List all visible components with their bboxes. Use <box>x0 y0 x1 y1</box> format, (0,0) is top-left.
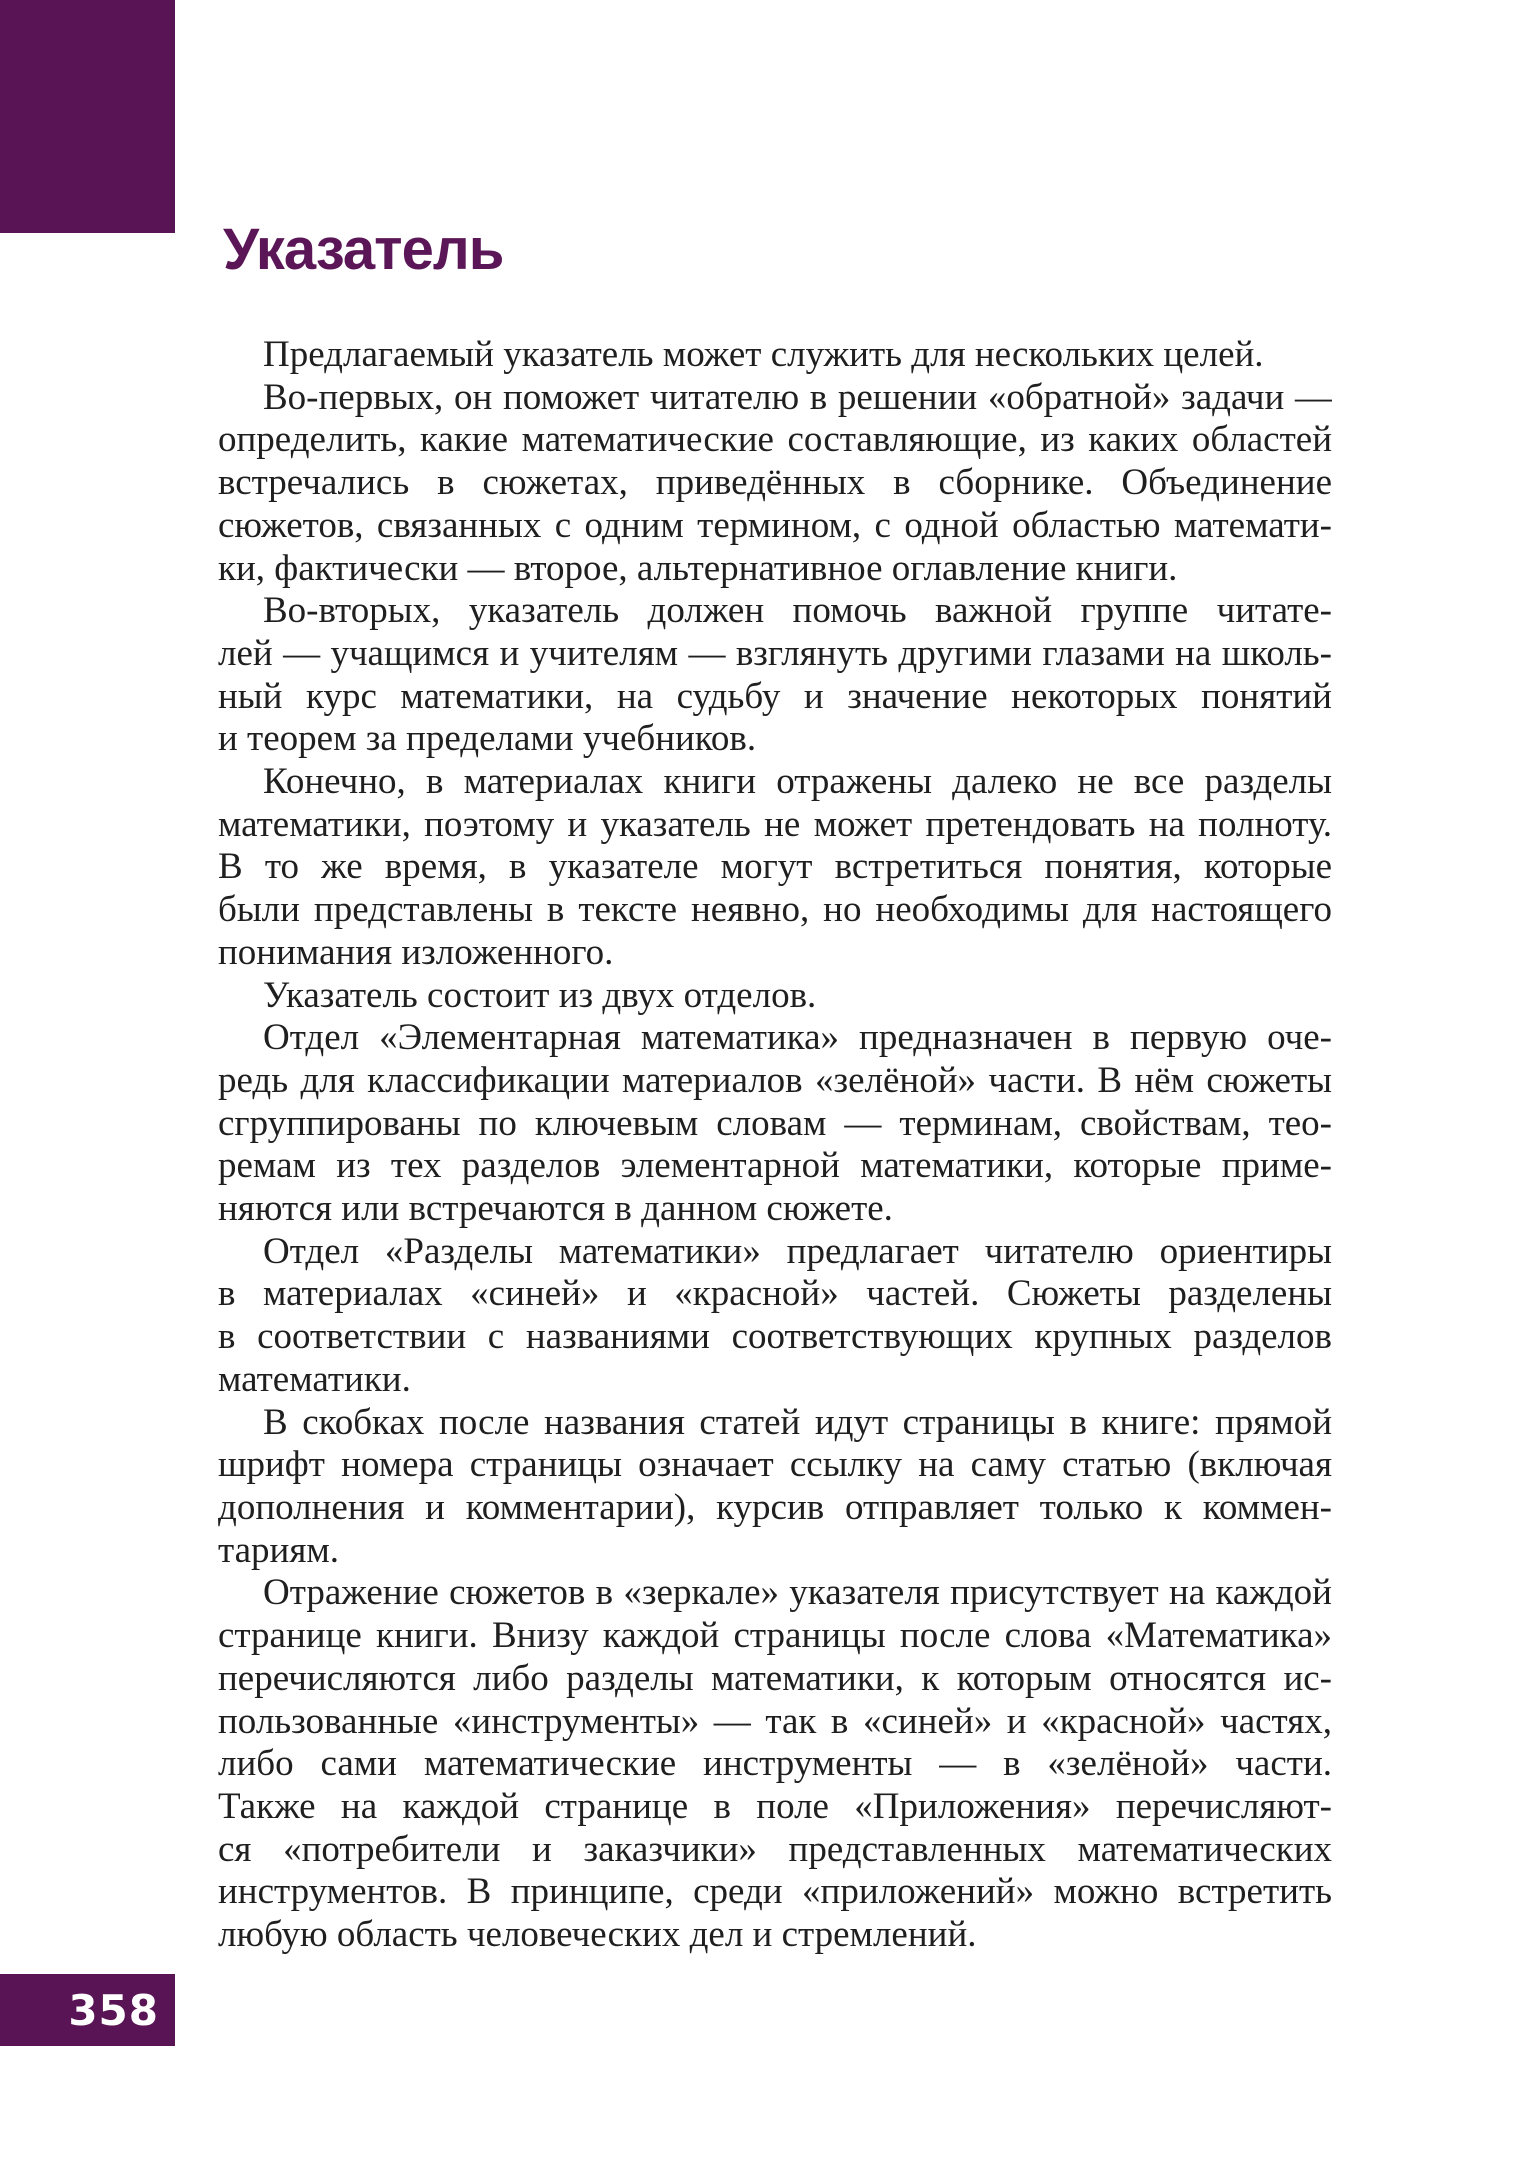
text-line: математики. <box>218 1358 411 1400</box>
paragraph <box>218 377 1332 591</box>
text-line: встречались в сюжетах, приведённых в сборнике. Объединение <box>218 462 1332 504</box>
paragraph <box>218 1402 1332 1573</box>
text-line: Предлагаемый указатель может служить для нескольких целей. <box>263 334 1264 375</box>
text-line: В скобках после названия статей идут страницы в книге: прямой <box>263 1401 1332 1443</box>
paragraph <box>218 334 1332 377</box>
paragraph <box>218 1231 1332 1402</box>
text-line: были представлены в тексте неявно, но необходимы для настоящего <box>218 889 1332 931</box>
text-line: ся «потребители и заказчики» представленных математических <box>218 1828 1332 1870</box>
text-line: няются или встречаются в данном сюжете. <box>218 1188 893 1230</box>
text-line: шрифт номера страницы означает ссылку на саму статью (включая <box>218 1444 1332 1486</box>
text-line: Во-вторых, указатель должен помочь важной группе читате- <box>263 590 1332 632</box>
text-line: В то же время, в указателе могут встретиться понятия, которые <box>218 846 1332 888</box>
text-line: определить, какие математические составляющие, из каких областей <box>218 419 1332 461</box>
text-line: сгруппированы по ключевым словам — терминам, свойствам, тео- <box>218 1102 1332 1144</box>
text-line: ный курс математики, на судьбу и значение некоторых понятий <box>218 675 1332 717</box>
text-line: ремам из тех разделов элементарной математики, которые приме- <box>218 1145 1332 1187</box>
paragraph <box>218 1572 1332 1956</box>
text-line: сюжетов, связанных с одним термином, с одной областью математи- <box>218 504 1332 546</box>
paragraph <box>218 975 1332 1018</box>
text-line: инструментов. В принципе, среди «приложений» можно встретить <box>218 1871 1332 1913</box>
text-line: любую область человеческих дел и стремлений. <box>218 1914 977 1956</box>
text-line: дополнения и комментарии), курсив отправляет только к коммен- <box>218 1486 1332 1528</box>
text-line: Указатель состоит из двух отделов. <box>263 974 817 1016</box>
text-line: Также на каждой странице в поле «Приложения» перечисляют- <box>218 1785 1332 1827</box>
text-line: лей — учащимся и учителям — взглянуть другими глазами на школь- <box>218 632 1332 674</box>
text-line: в материалах «синей» и «красной» частей. Сюжеты разделены <box>218 1273 1332 1315</box>
text-line: пользованные «инструменты» — так в «синей» и «красной» частях, <box>218 1700 1332 1742</box>
text-line: Отражение сюжетов в «зеркале» указателя присутствует на каждой <box>263 1572 1332 1614</box>
page-title: Указатель <box>223 216 504 282</box>
text-line: математики, поэтому и указатель не может претендовать на полноту. <box>218 803 1332 845</box>
page-number-block <box>0 1974 175 2046</box>
text-line: тариям. <box>218 1529 340 1571</box>
text-line: странице книги. Внизу каждой страницы после слова «Математика» <box>218 1615 1332 1657</box>
text-line: Конечно, в материалах книги отражены далеко не все разделы <box>263 761 1332 803</box>
text-line: Отдел «Разделы математики» предлагает читателю ориентиры <box>263 1230 1332 1272</box>
text-line: Во-первых, он поможет читателю в решении «обратной» задачи — <box>263 376 1332 418</box>
page-number: 358 <box>68 1985 159 2035</box>
text-line: в соответствии с названиями соответствующих крупных разделов <box>218 1316 1332 1358</box>
text-line: редь для классификации материалов «зелёной» части. В нём сюжеты <box>218 1059 1332 1101</box>
text-line: ки, фактически — второе, альтернативное оглавление книги. <box>218 547 1178 589</box>
corner-accent-block <box>0 0 175 233</box>
paragraph <box>218 590 1332 761</box>
text-line: перечисляются либо разделы математики, к которым относятся ис- <box>218 1657 1332 1699</box>
text-line: и теорем за пределами учебников. <box>218 718 757 760</box>
text-line: либо сами математические инструменты — в «зелёной» части. <box>218 1743 1332 1785</box>
paragraph <box>218 1017 1332 1231</box>
body-text <box>218 334 1332 1957</box>
paragraph <box>218 761 1332 975</box>
text-line: понимания изложенного. <box>218 931 614 973</box>
text-line: Отдел «Элементарная математика» предназначен в первую оче- <box>263 1017 1332 1059</box>
